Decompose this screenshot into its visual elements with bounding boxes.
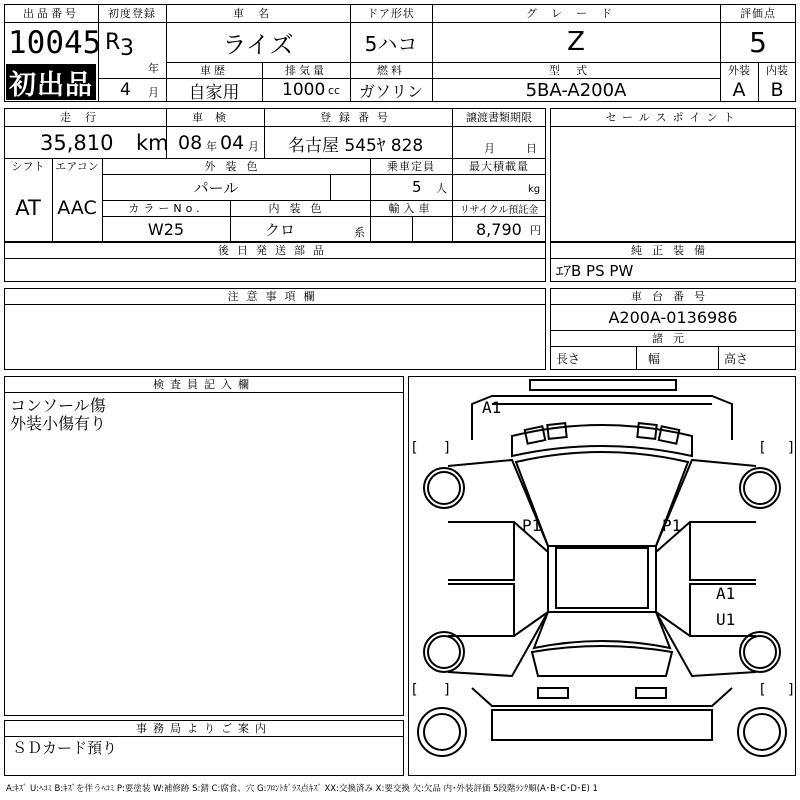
exterior-label: 外装 [728, 64, 750, 77]
chassis-number: A200A-0136986 [608, 307, 738, 327]
history-label: 車歴 [200, 64, 228, 77]
recycle-fee: 8,790 [476, 219, 522, 239]
shift: AT [15, 196, 41, 220]
mileage-unit: km [136, 131, 169, 155]
interior-grade: B [770, 79, 784, 101]
inspection-year: 08 [178, 132, 203, 154]
svg-text:[: [ [760, 440, 766, 456]
reg-month: 4 [120, 80, 131, 100]
inspection-month-unit: 月 [248, 140, 259, 153]
score-label: 評価点 [740, 7, 776, 20]
mileage: 35,810 [40, 131, 114, 155]
lot-number-label: 出品番号 [23, 7, 79, 20]
capacity: 5 [412, 178, 422, 196]
door-label: ドア形状 [367, 7, 415, 20]
inspection-month: 04 [220, 132, 245, 154]
model-label: 型式 [549, 64, 603, 77]
grade-label: グレード [526, 7, 626, 20]
color-no: W25 [147, 219, 185, 239]
displacement-unit: cc [328, 84, 341, 97]
later-parts-label: 後日発送部品 [218, 244, 332, 257]
era: R [105, 30, 121, 55]
inspector-note-2: 外装小傷有り [10, 413, 107, 433]
sales-point-label: セールスポイント [605, 111, 741, 124]
lot-number: 10045 [8, 25, 102, 61]
max-load-unit: kg [528, 184, 541, 195]
svg-text:]: ] [788, 682, 794, 698]
fuel: ガソリン [358, 81, 423, 101]
genuine-label: 純正装備 [631, 244, 715, 257]
legend: A:ｷｽﾞ U:ﾍｺﾐ B:ｷｽﾞを伴うﾍｺﾐ P:要塗装 W:補修跡 S:錆 C:腐食、穴 G:ﾌﾛﾝﾄｶﾞﾗｽ点ｷｽﾞ XX:交換済み X:要交換 欠:欠品 内･外装評価 5段階ﾗﾝｸ順(A･B･C･D･E) 1 [6, 784, 598, 794]
first-listing-badge: 初出品 [6, 64, 96, 100]
shift-label: シフト [11, 160, 45, 173]
svg-text:[: [ [412, 682, 418, 698]
svg-text:]: ] [444, 682, 450, 698]
interior-label: 内装 [766, 64, 788, 77]
ext-color-label: 外装色 [204, 160, 268, 173]
first-reg-label: 初度登録 [108, 7, 156, 20]
damage-mark-front: A1 [482, 398, 502, 417]
reg-year: 3 [120, 36, 134, 61]
transfer-month-unit: 月 [484, 142, 495, 155]
mileage-label: 走行 [60, 111, 110, 124]
registration-number: 名古屋 545ﾔ 828 [288, 135, 424, 156]
height-label: 高さ [724, 351, 749, 366]
import-label: 輸入車 [388, 202, 434, 215]
reg-no-label: 登録番号 [320, 111, 396, 124]
capacity-label: 乗車定員 [387, 160, 435, 173]
displacement: 1000 [282, 80, 326, 100]
dimensions-label: 諸元 [652, 332, 694, 345]
model: 5BA-A200A [525, 79, 627, 101]
svg-text:]: ] [788, 440, 794, 456]
int-color-label: 内装色 [268, 202, 332, 215]
office-note: ＳＤカード預り [12, 738, 118, 757]
car-name-label: 車名 [233, 7, 283, 20]
width-label: 幅 [648, 351, 661, 366]
recycle-unit: 円 [530, 224, 541, 237]
ext-color: パール [193, 178, 239, 197]
ac: AAC [57, 197, 97, 219]
grade: Z [567, 27, 585, 57]
max-load-label: 最大積載量 [469, 160, 529, 173]
recycle-label: リサイクル預託金 [459, 204, 539, 216]
int-color-unit: 系 [354, 226, 365, 239]
chassis-label: 車台番号 [631, 290, 715, 303]
inspector-note-1: コンソール傷 [10, 395, 106, 415]
damage-mark-right-pillar: P1 [662, 516, 682, 535]
damage-mark-right-rear-a: A1 [716, 584, 736, 603]
capacity-unit: 人 [436, 182, 447, 195]
car-name: ライズ [222, 30, 294, 59]
office-label: 事務局よりご案内 [136, 722, 272, 735]
notes-label: 注意事項欄 [227, 290, 323, 303]
svg-text:]: ] [444, 440, 450, 456]
color-no-label: カラーNo. [128, 202, 204, 215]
length-label: 長さ [556, 351, 581, 366]
damage-mark-right-rear-u: U1 [716, 610, 736, 629]
ac-label: エアコン [55, 160, 99, 173]
int-color: クロ [264, 220, 295, 239]
exterior-grade: A [732, 79, 746, 101]
door-type: 5ハコ [364, 31, 418, 56]
inspection-label: 車検 [192, 111, 238, 124]
score: 5 [749, 25, 767, 59]
svg-text:[: [ [760, 682, 766, 698]
month-unit: 月 [148, 86, 159, 99]
genuine-equipment: ｴｱB PS PW [556, 261, 634, 280]
year-unit: 年 [148, 62, 159, 75]
svg-text:[: [ [412, 440, 418, 456]
transfer-day-unit: 日 [526, 142, 537, 155]
fuel-label: 燃料 [377, 64, 405, 77]
history: 自家用 [188, 82, 240, 103]
car-body-diagram [408, 376, 796, 776]
transfer-label: 譲渡書類期限 [466, 111, 532, 124]
damage-mark-left-pillar: P1 [522, 516, 542, 535]
displacement-label: 排気量 [285, 64, 327, 77]
sales-point-section [550, 108, 796, 242]
inspector-label: 検査員記入欄 [153, 378, 255, 391]
inspection-year-unit: 年 [206, 140, 217, 153]
